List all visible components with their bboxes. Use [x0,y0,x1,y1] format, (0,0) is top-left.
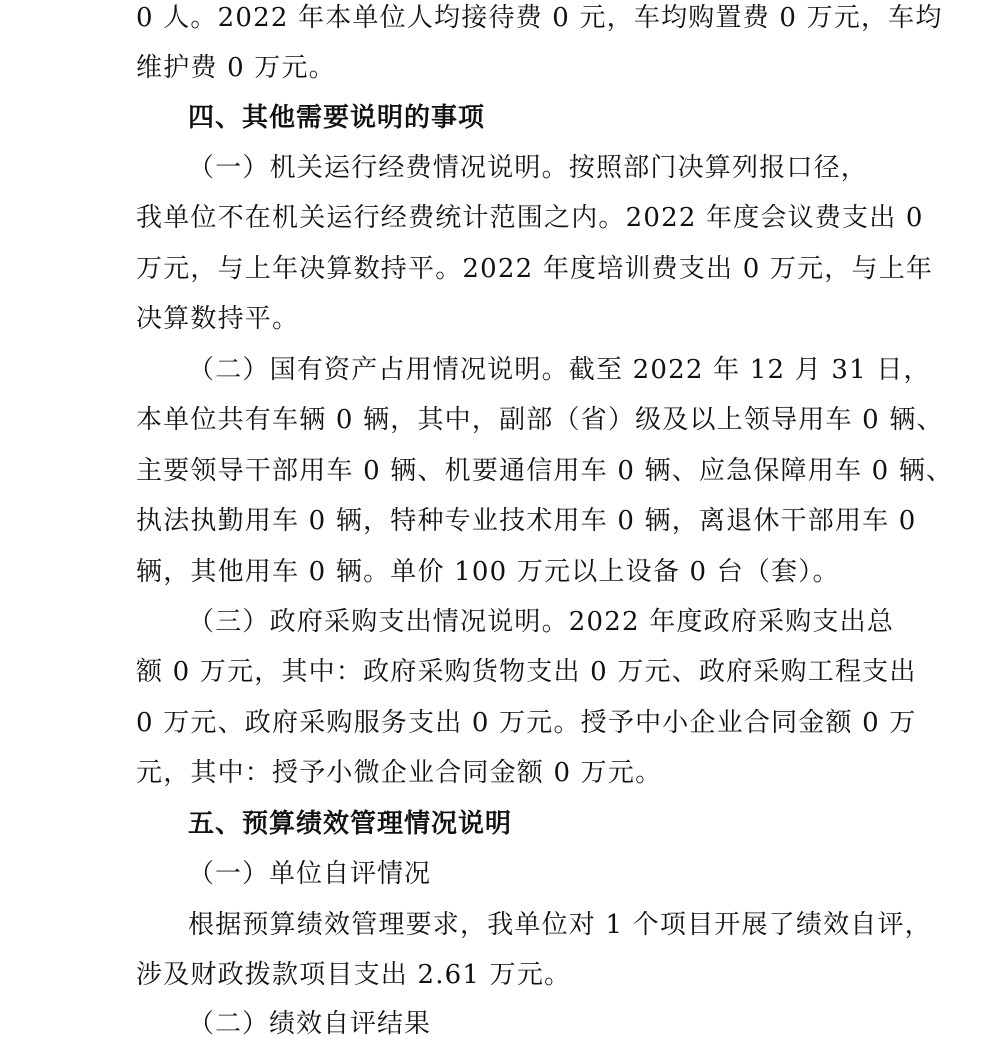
paragraph-line: 决算数持平。 [136,304,300,334]
paragraph-line: 我单位不在机关运行经费统计范围之内。2022 年度会议费支出 0 [136,203,924,233]
section-heading: 四、其他需要说明的事项 [188,103,486,133]
paragraph-line: 万元，与上年决算数持平。2022 年度培训费支出 0 万元，与上年 [136,254,934,284]
paragraph-line: 涉及财政拨款项目支出 2.61 万元。 [136,960,572,990]
subsection-heading: （一）单位自评情况 [188,859,432,889]
paragraph-line: 根据预算绩效管理要求，我单位对 1 个项目开展了绩效自评， [188,910,932,940]
paragraph-line: 辆，其他用车 0 辆。单价 100 万元以上设备 0 台（套）。 [136,557,840,587]
paragraph-line: 0 万元、政府采购服务支出 0 万元。授予中小企业合同金额 0 万 [136,708,917,738]
paragraph-line: 额 0 万元，其中：政府采购货物支出 0 万元、政府采购工程支出 [136,657,917,687]
paragraph-line: 执法执勤用车 0 辆，特种专业技术用车 0 辆，离退休干部用车 0 [136,506,917,536]
paragraph-line: （三）政府采购支出情况说明。2022 年度政府采购支出总 [188,607,895,637]
subsection-heading: （二）绩效自评结果 [188,1009,432,1039]
paragraph-line: 维护费 0 万元。 [136,53,336,83]
paragraph-line: 本单位共有车辆 0 辆，其中，副部（省）级及以上领导用车 0 辆、 [136,405,944,435]
paragraph-line: （二）国有资产占用情况说明。截至 2022 年 12 月 31 日， [188,355,931,385]
section-heading: 五、预算绩效管理情况说明 [188,809,513,839]
paragraph-line: （一）机关运行经费情况说明。按照部门决算列报口径， [188,153,869,183]
paragraph-line: 0 人。2022 年本单位人均接待费 0 元，车均购置费 0 万元，车均 [136,3,943,33]
paragraph-line: 主要领导干部用车 0 辆、机要通信用车 0 辆、应急保障用车 0 辆、 [136,456,954,486]
paragraph-line: 元，其中：授予小微企业合同金额 0 万元。 [136,758,663,788]
